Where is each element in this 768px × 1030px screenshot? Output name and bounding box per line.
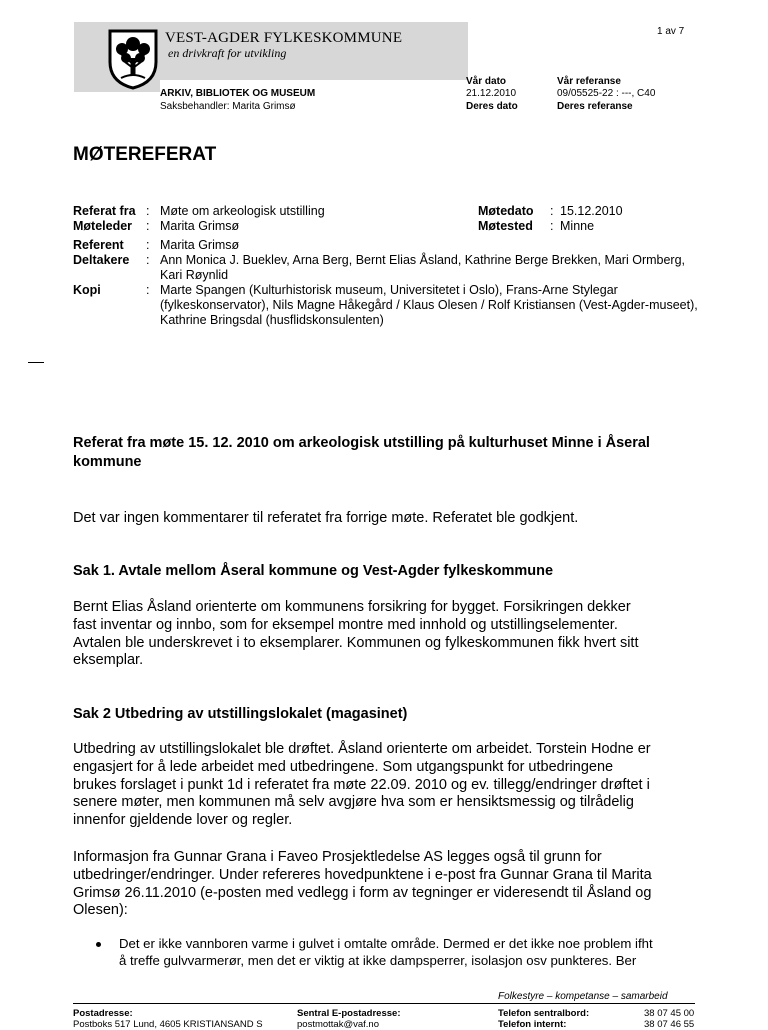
coat-of-arms-icon (107, 28, 159, 90)
document-title: MØTEREFERAT (73, 144, 217, 165)
intro-paragraph: Det var ingen kommentarer til referatet fra forrige møte. Referatet ble godkjent. (73, 510, 579, 526)
kopi-label: Kopi (73, 283, 101, 297)
postadresse-value: Postboks 517 Lund, 4605 KRISTIANSAND S (73, 1019, 263, 1030)
department-name: ARKIV, BIBLIOTEK OG MUSEUM (160, 88, 316, 99)
var-dato-value: 21.12.2010 (466, 88, 517, 99)
meta-separator: : (146, 283, 150, 297)
sak2-paragraph-1: Utbedring av utstillingslokalet ble drøftet. Åsland orienterte om arbeidet. Torstein Hodne er engasjert for å lede arbeidet med utbedringene. Som utgangspunkt for utbedringene brukes forslaget i punkt 1d i referatet fra møte 22.09. 2010 og ev. tillegg/endringer drøftet i senere møter, men kommunen må selv avgjøre hva som er hensiktsmessig og tilrådelig innenfor gjeldende lover og regler. (73, 741, 651, 829)
referent-value: Marita Grimsø (160, 238, 240, 252)
telefon-internt-value: 38 07 46 55 (644, 1019, 695, 1030)
sak1-paragraph: Bernt Elias Åsland orienterte om kommunens forsikring for bygget. Forsikringen dekker fast inventar og innbo, som for eksempel montre med innhold og utstillingselementer. Avtalen ble underskrevet i to eksemplarer. Kommunen og fylkeskommunen fikk hvert sitt eksemplar. (73, 599, 639, 669)
margin-mark (28, 362, 44, 363)
meta-separator: : (146, 219, 150, 233)
epost-value: postmottak@vaf.no (297, 1019, 379, 1030)
sak2-heading: Sak 2 Utbedring av utstillingslokalet (magasinet) (73, 706, 408, 722)
motedato-label: Møtedato (478, 204, 534, 218)
deres-referanse-label: Deres referanse (557, 101, 633, 112)
organization-slogan: en drivkraft for utvikling (168, 46, 287, 60)
var-referanse-value: 09/05525-22 : ---, C40 (557, 88, 656, 99)
referat-fra-value: Møte om arkeologisk utstilling (160, 204, 325, 218)
motested-label: Møtested (478, 219, 533, 233)
bullet-item: Det er ikke vannboren varme i gulvet i omtalte område. Dermed er det ikke noe problem ifht å treffe gulvvarmerør, men det er viktig at ikke dampsperrer, isolasjon osv punkteres. Ber (119, 936, 653, 968)
main-heading: Referat fra møte 15. 12. 2010 om arkeologisk utstilling på kulturhuset Minne i Åseral kommune (73, 435, 650, 470)
moteleder-value: Marita Grimsø (160, 219, 240, 233)
epost-label: Sentral E-postadresse: (297, 1008, 401, 1019)
meta-separator: : (146, 204, 150, 218)
referat-fra-label: Referat fra (73, 204, 136, 218)
footer-divider (73, 1003, 695, 1004)
sak1-heading: Sak 1. Avtale mellom Åseral kommune og Vest-Agder fylkeskommune (73, 563, 554, 579)
postadresse-label: Postadresse: (73, 1008, 133, 1019)
sak2-paragraph-2: Informasjon fra Gunnar Grana i Faveo Prosjektledelse AS legges også til grunn for utbedringer/endringer. Under refereres hovedpunktene i e-post fra Gunnar Grana til Marita Grimsø 26.11.2010 (e-posten med vedlegg i form av tegninger er videresendt til Åsland og Olesen): (73, 849, 652, 919)
deres-dato-label: Deres dato (466, 101, 518, 112)
footer-slogan: Folkestyre – kompetanse – samarbeid (498, 991, 668, 1002)
page-number: 1 av 7 (657, 26, 685, 37)
referent-label: Referent (73, 238, 124, 252)
motedato-value: 15.12.2010 (560, 204, 623, 218)
var-dato-label: Vår dato (466, 76, 507, 87)
deltakere-value: Ann Monica J. Bueklev, Arna Berg, Bernt Elias Åsland, Kathrine Berge Brekken, Mari Ormberg, Kari Røynlid (160, 253, 686, 282)
deltakere-label: Deltakere (73, 253, 130, 267)
bullet-icon (96, 942, 101, 947)
var-referanse-label: Vår referanse (557, 76, 621, 87)
moteleder-label: Møteleder (73, 219, 133, 233)
meta-separator: : (146, 238, 150, 252)
telefon-sentralbord-value: 38 07 45 00 (644, 1008, 695, 1019)
meta-separator: : (550, 204, 554, 218)
case-handler: Saksbehandler: Marita Grimsø (160, 101, 296, 112)
telefon-internt-label: Telefon internt: (498, 1019, 567, 1030)
meta-separator: : (146, 253, 150, 267)
motested-value: Minne (560, 219, 595, 233)
telefon-sentralbord-label: Telefon sentralbord: (498, 1008, 590, 1019)
organization-name: VEST-AGDER FYLKESKOMMUNE (165, 30, 403, 46)
meta-separator: : (550, 219, 554, 233)
kopi-value: Marte Spangen (Kulturhistorisk museum, Universitetet i Oslo), Frans-Arne Stylegar (fylkeskonservator), Nils Magne Håkegård / Klaus Olesen / Rolf Kristiansen (Vest-Agder-museet), Kathrine Bringsdal (husflidskonsulenten) (160, 283, 698, 327)
